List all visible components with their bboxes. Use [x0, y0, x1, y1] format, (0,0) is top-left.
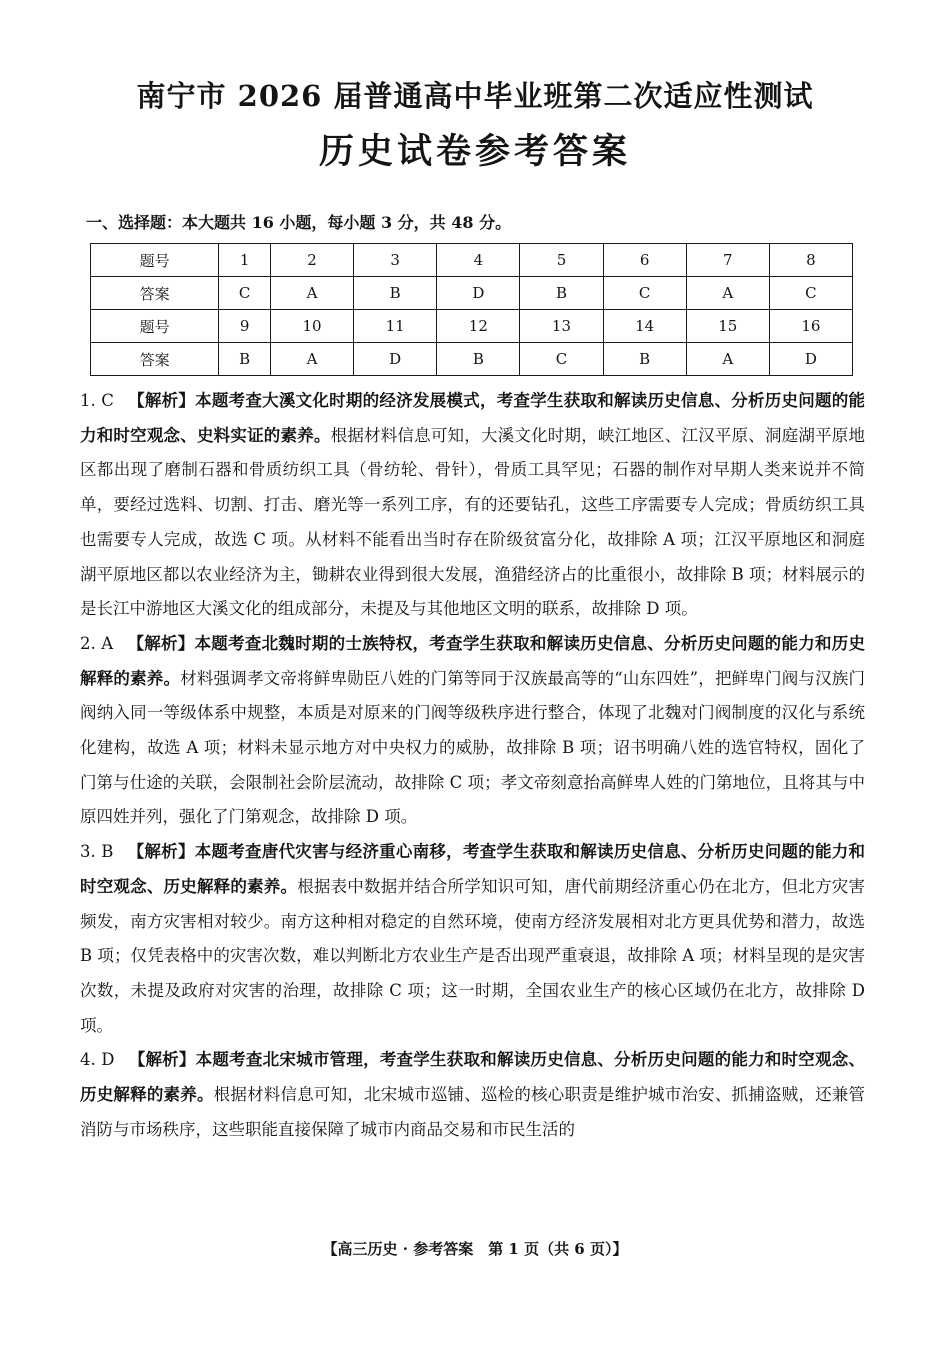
table-cell: 1: [219, 244, 271, 277]
table-cell: 9: [219, 310, 271, 343]
table-cell: D: [769, 343, 852, 376]
table-cell: 10: [270, 310, 353, 343]
table-cell: C: [769, 277, 852, 310]
row-label: 答案: [91, 277, 219, 310]
question-answer: 2. A: [80, 633, 114, 653]
analysis-tag: 【解析】: [127, 842, 195, 862]
page-footer: 【高三历史 · 参考答案 第 1 页（共 6 页）】: [322, 1240, 628, 1258]
table-cell: C: [219, 277, 271, 310]
table-row: [91, 343, 853, 376]
explanation-body: 根据材料信息可知，北宋城市巡铺、巡检的核心职责是维护城市治安、抓捕盗贼，还兼管消防与市场秩序，这些职能直接保障了城市内商品交易和市民生活的: [80, 1085, 866, 1139]
row-label: 答案: [91, 343, 219, 376]
table-cell: 3: [354, 244, 437, 277]
table-cell: 11: [354, 310, 437, 343]
table-cell: 12: [437, 310, 520, 343]
explanation-list: [80, 384, 865, 1147]
question-answer: 3. B: [80, 842, 114, 862]
question-answer: 4. D: [80, 1050, 115, 1070]
explanation-lead: 本题考查北宋城市管理，考查学生获取和解读历史信息、分析历史问题的能力和时空观念、历史解释的素养。: [80, 1050, 866, 1105]
table-cell: 13: [520, 310, 603, 343]
table-cell: A: [686, 343, 769, 376]
table-cell: B: [354, 277, 437, 310]
page-title: 南宁市 2026 届普通高中毕业班第二次适应性测试: [136, 79, 814, 113]
table-cell: A: [270, 277, 353, 310]
table-cell: 6: [603, 244, 686, 277]
table-cell: B: [603, 343, 686, 376]
analysis-tag: 【解析】: [127, 391, 196, 410]
explanation-item: [80, 627, 865, 835]
table-cell: 16: [769, 310, 852, 343]
analysis-tag: 【解析】: [128, 1050, 196, 1070]
question-answer: 1. C: [80, 391, 114, 410]
explanation-item: [80, 384, 865, 627]
table-cell: 7: [686, 244, 769, 277]
table-cell: B: [437, 343, 520, 376]
explanation-lead: 本题考查唐代灾害与经济重心南移，考查学生获取和解读历史信息、分析历史问题的能力和时空观念、历史解释的素养。: [80, 842, 866, 896]
explanation-item: [80, 1043, 865, 1147]
table-row: [91, 244, 853, 277]
table-cell: 5: [520, 244, 603, 277]
table-row: [91, 310, 853, 343]
table-cell: 2: [270, 244, 353, 277]
table-cell: A: [270, 343, 353, 376]
table-cell: C: [603, 277, 686, 310]
explanation-lead: 本题考查北魏时期的士族特权，考查学生获取和解读历史信息、分析历史问题的能力和历史解释的素养。: [80, 633, 866, 688]
table-cell: B: [520, 277, 603, 310]
answer-table: [90, 243, 853, 376]
table-cell: B: [219, 343, 271, 376]
table-cell: 4: [437, 244, 520, 277]
row-label: 题号: [91, 310, 219, 343]
table-cell: C: [520, 343, 603, 376]
explanation-body: 根据材料信息可知，大溪文化时期，峡江地区、江汉平原、洞庭湖平原地区都出现了磨制石器和骨质纺织工具（骨纺轮、骨针），骨质工具罕见；石器的制作对早期人类来说并不简单，要经过选料、切割、打击、磨光等一系列工序，有的还要钻孔，这些工序需要专人完成；骨质纺织工具也需要专人完成，故选 C 项。从材料不能看出当时存在阶级贫富分化，故排除 A 项；江汉平原地区和洞庭湖平原地区都以农业经济为主，锄耕农业得到很大发展，渔猎经济占的比重很小，故排除 B 项；材料展示的是长江中游地区大溪文化的组成部分，未提及与其他地区文明的联系，故排除 D 项。: [80, 425, 866, 619]
page-subtitle: 历史试卷参考答案: [318, 131, 631, 172]
table-row: [91, 277, 853, 310]
table-cell: D: [354, 343, 437, 376]
table-cell: D: [437, 277, 520, 310]
table-cell: 8: [769, 244, 852, 277]
section-heading: 一、选择题：本大题共 16 小题，每小题 3 分，共 48 分。: [86, 213, 512, 232]
explanation-lead: 本题考查大溪文化时期的经济发展模式，考查学生获取和解读历史信息、分析历史问题的能力和时空观念、史料实证的素养。: [80, 391, 865, 445]
analysis-tag: 【解析】: [127, 633, 195, 653]
table-cell: A: [686, 277, 769, 310]
row-label: 题号: [91, 244, 219, 277]
explanation-body: 根据表中数据并结合所学知识可知，唐代前期经济重心仍在北方，但北方灾害频发，南方灾害相对较少。南方这种相对稳定的自然环境，使南方经济发展相对北方更具优势和潜力，故选 B 项；仅凭表格中的灾害次数，难以判断北方农业生产是否出现严重衰退，故排除 A 项；材料呈现的是灾害次数，未提及政府对灾害的治理，故排除 C 项；这一时期，全国农业生产的核心区域仍在北方，故排除 D 项。: [80, 876, 866, 1035]
table-cell: 15: [686, 310, 769, 343]
explanation-item: [80, 835, 865, 1043]
explanation-body: 材料强调孝文帝将鲜卑勋臣八姓的门第等同于汉族最高等的“山东四姓”，把鲜卑门阀与汉族门阀纳入同一等级体系中规整，本质是对原来的门阀等级秩序进行整合，体现了北魏对门阀制度的汉化与系统化建构，故选 A 项；材料未显示地方对中央权力的威胁，故排除 B 项；诏书明确八姓的选官特权，固化了门第与仕途的关联，会限制社会阶层流动，故排除 C 项；孝文帝刻意抬高鲜卑人姓的门第地位，且将其与中原四姓并列，强化了门第观念，故排除 D 项。: [80, 668, 866, 827]
table-cell: 14: [603, 310, 686, 343]
